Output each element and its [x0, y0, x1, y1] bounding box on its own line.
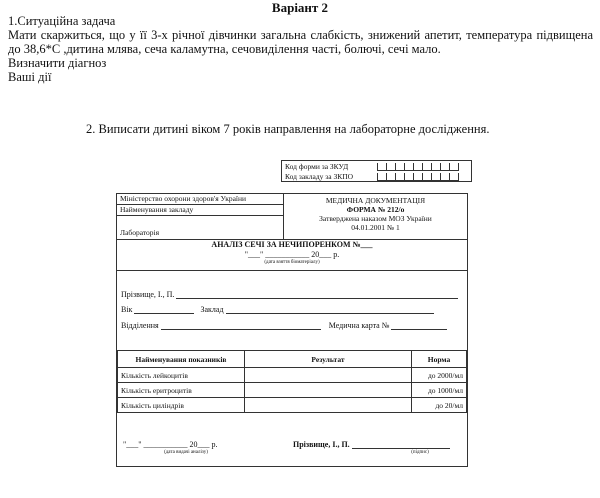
result-cell[interactable] [245, 383, 412, 398]
title-divider [117, 270, 467, 271]
lab-label: Лабораторія [120, 228, 160, 237]
indicator-name: Кількість циліндрів [118, 398, 245, 413]
code-box [281, 160, 472, 182]
result-cell[interactable] [245, 398, 412, 413]
name-field[interactable] [121, 290, 458, 299]
situational-task [8, 14, 593, 84]
form-header-left [117, 194, 284, 239]
med-card-label: Медична карта № [328, 321, 390, 330]
approved-by: Затверджена наказом МОЗ України [319, 214, 432, 223]
assignment-text: 2. Виписати дитині віком 7 років направлення на лабораторне дослідження. [86, 122, 490, 136]
form-header-right [284, 194, 467, 239]
department-line[interactable] [161, 321, 321, 330]
norm-cell: до 2000/мл [412, 368, 467, 383]
task-question-diagnosis: Визначити діагноз [8, 56, 107, 70]
table-header-row [118, 351, 467, 368]
zkud-label: Код форми за ЗКУД [285, 162, 349, 171]
norm-header: Норма [412, 351, 467, 368]
indicator-name: Кількість еритроцитів [118, 383, 245, 398]
indicator-header: Найменування показників [118, 351, 245, 368]
result-cell[interactable] [245, 368, 412, 383]
doc-type: МЕДИЧНА ДОКУМЕНТАЦІЯ [325, 196, 426, 205]
signature-line[interactable] [352, 440, 450, 449]
norm-cell: до 1000/мл [412, 383, 467, 398]
signature-caption: (підпис) [411, 450, 429, 455]
facility-label: Заклад [200, 305, 224, 314]
indicator-name: Кількість лейкоцитів [118, 368, 245, 383]
results-table [117, 350, 467, 413]
age-line[interactable] [134, 305, 194, 314]
institution-label: Найменування закладу [117, 205, 283, 216]
task-question-actions: Ваші дії [8, 70, 52, 84]
norm-cell: до 20/мл [412, 398, 467, 413]
task-text: Мати скаржиться, що у її 3-х річної дівчинки загальна слабкість, знижений апетит, температура підвищена до 38,6*С ,дитина млява, сеча каламутна, сечовиділення часті, болючі, сечі мало. [8, 28, 593, 56]
department-label: Відділення [121, 321, 159, 330]
issue-date: "___" ___________ 20___ р. [123, 440, 218, 449]
variant-title: Варіант 2 [271, 0, 329, 15]
ministry-label: Міністерство охорони здоров'я України [117, 194, 283, 205]
referral-form [116, 193, 468, 467]
age-label: Вік [121, 305, 133, 314]
department-field[interactable] [121, 321, 447, 330]
form-number: ФОРМА № 212/о [346, 205, 405, 214]
med-card-line[interactable] [391, 321, 447, 330]
collection-date: "___" ___________ 20___ р. [244, 250, 340, 259]
task-heading: 1.Ситуаційна задача [8, 14, 116, 28]
zkpo-label: Код закладу за ЗКПО [285, 172, 354, 181]
issue-date-caption: (дата видачі аналізу) [164, 450, 208, 455]
zkpo-cells [377, 173, 459, 181]
age-field[interactable] [121, 305, 434, 314]
name-label: Прізвище, І., П. [121, 290, 175, 299]
footer-name-label: Прізвище, І., П. [293, 440, 350, 449]
collection-date-caption: (дата взяття біоматеріалу) [264, 260, 320, 265]
zkud-cells [377, 163, 459, 171]
table-row [118, 383, 467, 398]
table-row [118, 398, 467, 413]
table-row [118, 368, 467, 383]
facility-line[interactable] [226, 305, 434, 314]
footer-name-field[interactable] [293, 440, 450, 449]
form-title: АНАЛІЗ СЕЧІ ЗА НЕЧИПОРЕНКОМ №___ [211, 240, 373, 249]
result-header: Результат [245, 351, 412, 368]
approved-date: 04.01.2001 № 1 [351, 223, 400, 232]
name-line[interactable] [176, 290, 458, 299]
